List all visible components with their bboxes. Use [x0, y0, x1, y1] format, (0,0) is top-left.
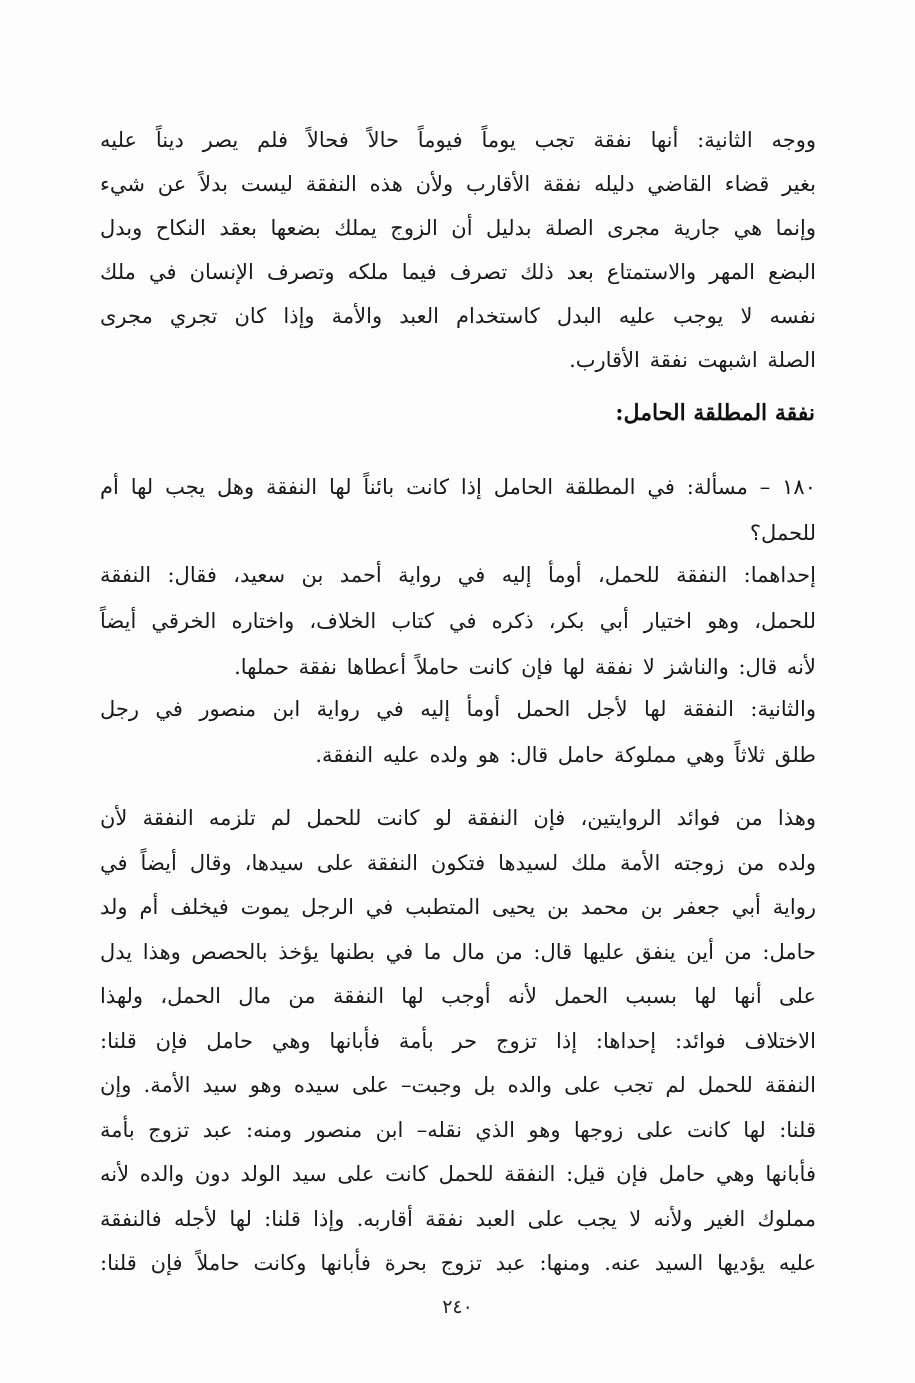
text-line: ووجه الثانية: أنها نفقة تجب يوماً فيوماً حالاً فحالاً فلم يصر ديناً عليه: [100, 128, 816, 152]
paragraph-4: [100, 686, 816, 778]
text-line: لأنه قال: والناشز لا نفقة لها فإن كانت حاملاً أعطاها نفقة حملها.: [234, 655, 816, 679]
text-line: نفسه لا يوجب عليه البدل كاستخدام العبد والأمة وإذا كان تجري مجرى: [100, 304, 816, 328]
page-number: ٢٤٠: [442, 1296, 473, 1318]
text-line: فأبانها وهي حامل فإن قيل: النفقة للحمل كانت على سيد الولد دون والده لأنه: [100, 1162, 816, 1186]
paragraph-1: [100, 118, 816, 382]
text-line: ١٨٠ – مسألة: في المطلقة الحامل إذا كانت بائناً لها النفقة وهل يجب لها أم: [100, 475, 816, 499]
text-line: والثانية: النفقة لها لأجل الحمل أومأ إليه في رواية ابن منصور في رجل: [100, 697, 816, 721]
text-line: قلنا: لها كانت على زوجها وهو الذي نقله– ابن منصور ومنه: عبد تزوج بأمة: [100, 1117, 816, 1142]
text-line: النفقة للحمل لم تجب على والده بل وجبت– على سيده وهو سيد الأمة. وإن: [100, 1073, 816, 1097]
text-line: للحمل؟: [749, 521, 816, 545]
text-line: وإنما هي جارية مجرى الصلة بدليل أن الزوج يملك بضعها بعقد النكاح وبدل: [100, 216, 816, 240]
text-line: وهذا من فوائد الروايتين، فإن النفقة لو كانت للحمل لم تلزمه النفقة لأن: [100, 806, 816, 830]
text-line: للحمل، وهو اختيار أبي بكر، ذكره في كتاب الخلاف، واختاره الخرقي أيضاً: [100, 609, 816, 633]
paragraph-5: [100, 796, 816, 1286]
text-line: على أنها لها بسبب الحمل لأنه أوجب لها النفقة من مال الحمل، ولهذا: [100, 984, 816, 1008]
text-line: طلق ثلاثاً وهي مملوكة حامل قال: هو ولده عليه النفقة.: [315, 743, 816, 767]
text-line: الصلة اشبهت نفقة الأقارب.: [569, 348, 816, 372]
paragraph-2: [100, 464, 816, 556]
text-line: حامل: من أين ينفق عليها قال: من مال ما في بطنها يؤخذ بالحصص وهذا يدل: [100, 939, 816, 964]
text-line: ولده من زوجته الأمة ملك لسيدها فتكون النفقة على سيدها، وقال أيضاً في: [100, 850, 816, 875]
text-line: البضع المهر والاستمتاع بعد ذلك تصرف فيما ملكه وتصرف الإنسان في ملك: [100, 260, 816, 284]
text-line: عليه يؤديها السيد عنه. ومنها: عبد تزوج بحرة فأبانها وكانت حاملاً فإن قلنا:: [100, 1251, 816, 1275]
text-line: بغير قضاء القاضي دليله نفقة الأقارب ولأن هذه النفقة ليست بدلاً عن شيء: [100, 172, 816, 196]
text-line: رواية أبي جعفر بن محمد بن يحيى المتطبب في الرجل يموت فيخلف أم ولد: [100, 895, 816, 919]
text-line: مملوك الغير ولأنه لا يجب على العبد نفقة أقاربه. وإذا قلنا: لها لأجله فالنفقة: [100, 1206, 816, 1231]
paragraph-3: [100, 552, 816, 690]
section-heading: نفقة المطلقة الحامل:: [615, 400, 815, 426]
text-line: إحداهما: النفقة للحمل، أومأ إليه في رواية أحمد بن سعيد، فقال: النفقة: [100, 563, 816, 587]
text-line: الاختلاف فوائد: إحداها: إذا تزوج حر بأمة فأبانها وهي حامل فإن قلنا:: [100, 1028, 816, 1053]
